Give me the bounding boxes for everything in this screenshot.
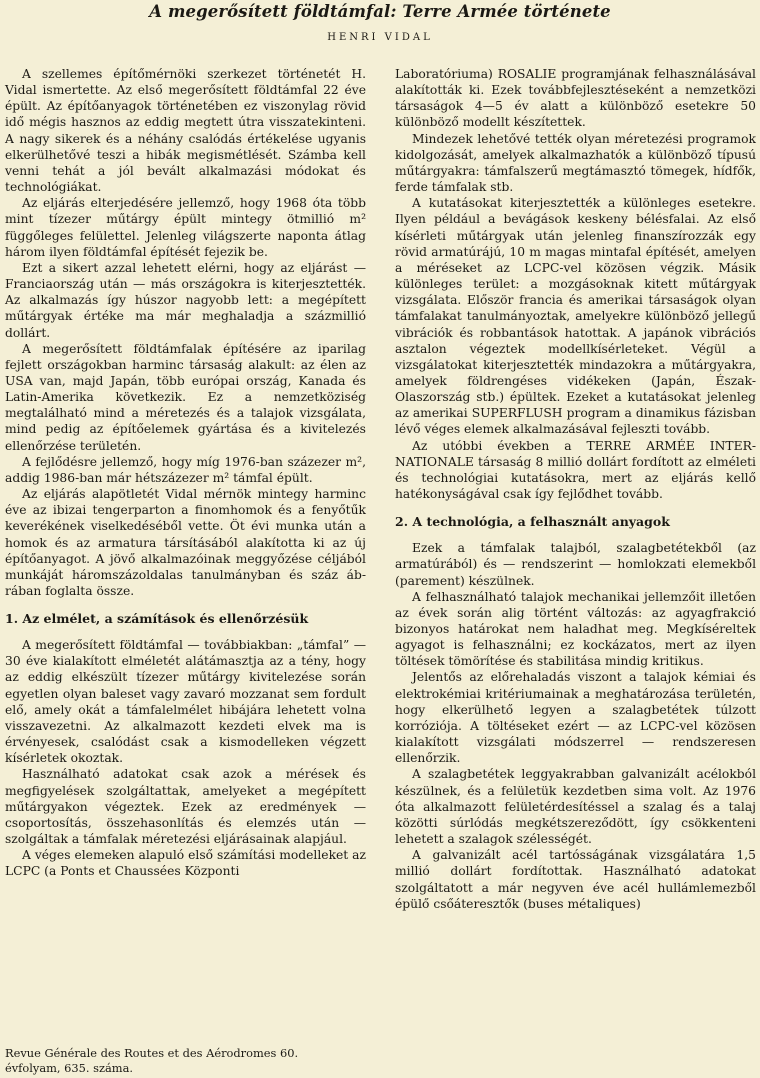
- paragraph: Az eljárás elterjedésére jellemző, hogy 1968 óta több mint tízezer műtárgy épült mintegy ötmillió m² függőleges felülettel. Jelenleg világszerte naponta átlag három ilyen földtámfal építését fejezik be.: [5, 196, 366, 259]
- paragraph: Az eljárás alapötletét Vidal mérnök mintegy harminc éve az ibizai tengerparton a finomhomok és a fenyőtűk keverékének viselkedéséből vette. Öt évi munka után a homok és az armatura társításából alakította ki az új építőanyagot. A jövő alkalmazóinak meggyőzése céljából munkáját háromszázoldalas tanulmányban és száz ábrában foglalta össze.: [5, 487, 366, 598]
- paragraph: Ezek a támfalak talajból, szalagbetétekből (az armatúrából) és — rendszerint — homlokzati elemekből (parement) készülnek.: [395, 541, 756, 588]
- footnote-line: Revue Générale des Routes et des Aérodromes 60.: [5, 1046, 299, 1060]
- paragraph: A galvanizált acél tartósságának vizsgálatára 1,5 millió dollárt fordítottak. Használható adatokat szolgáltatott a már negyven éve acél hullámlemezből épülő csőáteresztők (buses métaliques): [395, 848, 756, 911]
- section-heading-2: 2. A technológia, a felhasznált anyagok: [395, 514, 670, 530]
- left-column: [5, 66, 366, 880]
- footnote-line: évfolyam, 635. száma.: [5, 1061, 133, 1075]
- paragraph: Ezt a sikert azzal lehetett elérni, hogy az eljárást — Franciaország után — más országokra is kiterjesztették. Az alkalmazás így húszor nagyobb lett: a megépített műtárgyak értéke ma már meghaladja a százmillió dollárt.: [5, 260, 366, 340]
- article-author: HENRI VIDAL: [327, 32, 433, 43]
- paragraph: Mindezek lehetővé tették olyan méretezési programok kidolgozását, amelyek alkalmazhatók a különböző típusú műtárgyakra: támfalszerű megtámasztó tömegek, hídfők, ferde támfalak stb.: [395, 131, 756, 195]
- article-title: A megerősített földtámfal: Terre Armée története: [149, 2, 611, 21]
- paragraph: Az utóbbi években a TERRE ARMÉE INTERNATIONALE társaság 8 millió dollárt fordított az elméleti és technológiai kutatásokra, mert az eljárás kellő hatékonyságával csak így fejlődhet tovább.: [395, 438, 756, 502]
- paragraph: A szellemes építőmérnöki szerkezet történetét H. Vidal ismertette. Az első megerősített földtámfal 22 éve épült. Az építőanyagok történetében ez viszonylag rövid idő mégis hasznos az eddig megtett útra visszatekinteni. A nagy sikerek és a néhány csalódás értékelése ugyanis elkerülhetővé teszi a hibák megismétlését. Számba kell venni tehát a jól bevált alkalmazási módokat és technológiákat.: [5, 67, 366, 195]
- section-heading-1: 1. Az elmélet, a számítások és ellenőrzésük: [5, 611, 309, 627]
- paragraph: A kutatásokat kiterjesztették a különleges esetekre. Ilyen például a bevágások keskeny bélésfalai. Az első kísérleti műtárgyak után jelenleg finanszírozzák egy rövid armatúrájú, 10 m magas mintafal építését, amelyen a méréseket az LCPC-vel közösen végzik. Másik különleges terület: a mozgásoknak kitett műtárgyak vizsgálata. Először francia és amerikai társaságok olyan támfalakat tanulmányoztak, amelyekre különböző jellegű vibrációk és robbantások hatottak. A japánok vibrációs asztalon végeztek modellkísérleteket. Végül a vizsgálatokat kiterjesztették mindazokra a műtárgyakra, amelyek földrengéses vidékeken (Japán, Észak-Olaszország stb.) épültek. Ezeket a kutatásokat jelenleg az amerikai SUPERFLUSH program a dinamikus fázisban lévő véges elemek alkalmazásával fejleszti tovább.: [395, 196, 756, 437]
- paragraph: A véges elemeken alapuló első számítási modelleket az LCPC (a Ponts et Chaussées Központi: [5, 848, 366, 879]
- paragraph: Jelentős az előrehaladás viszont a talajok kémiai és elektrokémiai kritériumainak a meghatározása területén, hogy elkerülhető legyen a szalagbetétek túlzott korróziója. A töltéseket ezért — az LCPC-vel közösen kialakított vizsgálati módszerrel — rendszeresen ellenőrzik.: [395, 670, 756, 766]
- paragraph: Használható adatokat csak azok a mérések és megfigyelések szolgáltattak, amelyeket a megépített műtárgyakon végeztek. Ezek az eredmények — csoportosítás, összehasonlítás és elemzés után — szolgáltak a támfalak méretezési eljárásainak alapjául.: [5, 767, 366, 847]
- paragraph: A felhasználható talajok mechanikai jellemzőit illetően az évek során alig történt változás: az agyagfrakció bizonyos határokat nem haladhat meg. Megkíséreltek agyagot is felhasználni; ez kockázatos, mert az ilyen töltések tömörítése és stabilitása mindig kritikus.: [395, 589, 756, 669]
- paragraph: A fejlődésre jellemző, hogy míg 1976-ban százezer m², addig 1986-ban már hétszázezer m² támfal épült.: [5, 454, 366, 485]
- paragraph: Laboratóriuma) ROSALIE programjának felhasználásával alakították ki. Ezek továbbfejlesztéseként a nemzetközi társaságok 4—5 év alatt a különböző esetekre 50 különböző modellt készítettek.: [395, 67, 756, 130]
- paragraph: A szalagbetétek leggyakrabban galvanizált acélokból készülnek, és a felületük kezdetben sima volt. Az 1976 óta alkalmazott felületérdesítéssel a szalag és a talaj közötti súrlódás megkétszereződött, így csökkenteni lehetett a szalagok szélességét.: [395, 767, 756, 847]
- right-column: [395, 66, 756, 912]
- paragraph: A megerősített földtámfalak építésére az iparilag fejlett országokban harminc társaság alakult: az élen az USA van, majd Japán, több európai ország, Kanada és Latin-Amerika következik. Ez a nemzetköziség megtalálható mind a méretezés és a talajok vizsgálata, mind pedig az építőelemek gyártása és a kivitelezés ellenőrzése területén.: [5, 341, 366, 453]
- source-footnote: [5, 1046, 375, 1076]
- paragraph: A megerősített földtámfal — továbbiakban: „támfal” — 30 éve kialakított elméletét alátámasztja az a tény, hogy az eddig elkészült tízezer műtárgy kivitelezése során egyetlen olyan baleset vagy zavaró mozzanat sem fordult elő, amely okát a támfalelmélet hibájára lehetett volna visszavezetni. Az alkalmazott kezdeti elvek ma is érvényesek, csalódást csak a kismodelleken végzett kísérletek okoztak.: [5, 638, 366, 766]
